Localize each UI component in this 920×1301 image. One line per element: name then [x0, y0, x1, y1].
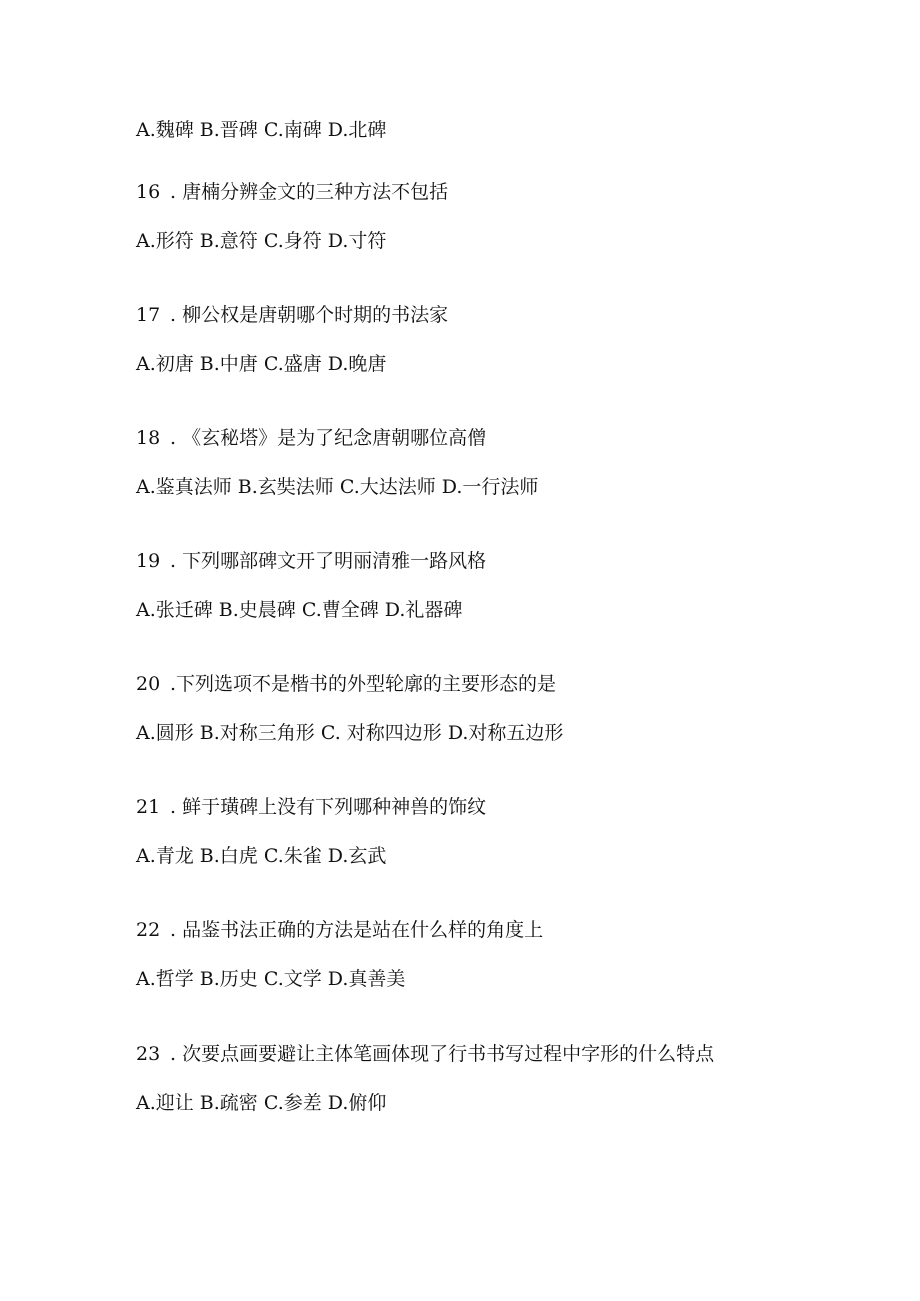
options-line-18: A.鉴真法师 B.玄奘法师 C.大达法师 D.一行法师: [136, 476, 539, 498]
question-number: 16: [136, 181, 161, 203]
question-text: .下列选项不是楷书的外型轮廓的主要形态的是: [170, 673, 557, 695]
question-text: . 品鉴书法正确的方法是站在什么样的角度上: [170, 919, 544, 941]
options-line-16: A.形符 B.意符 C.身符 D.寸符: [136, 230, 387, 252]
question-19: [136, 549, 486, 573]
question-23: [136, 1042, 714, 1066]
question-text: . 下列哪部碑文开了明丽清雅一路风格: [170, 550, 487, 572]
question-17: [136, 303, 448, 327]
question-number: 23: [136, 1043, 161, 1065]
question-20: [136, 672, 556, 696]
question-text: . 《玄秘塔》是为了纪念唐朝哪位高僧: [170, 427, 487, 449]
options-line-21: A.青龙 B.白虎 C.朱雀 D.玄武: [136, 845, 387, 867]
question-text: . 次要点画要避让主体笔画体现了行书书写过程中字形的什么特点: [170, 1043, 715, 1065]
options-line-20: A.圆形 B.对称三角形 C. 对称四边形 D.对称五边形: [136, 722, 564, 744]
question-number: 22: [136, 919, 161, 941]
question-22: [136, 918, 543, 942]
question-number: 18: [136, 427, 161, 449]
question-16: [136, 180, 448, 204]
question-number: 17: [136, 304, 161, 326]
question-number: 21: [136, 796, 161, 818]
options-line-15: A.魏碑 B.晋碑 C.南碑 D.北碑: [136, 119, 387, 141]
question-number: 20: [136, 673, 161, 695]
options-line-19: A.张迁碑 B.史晨碑 C.曹全碑 D.礼器碑: [136, 599, 463, 621]
options-line-17: A.初唐 B.中唐 C.盛唐 D.晚唐: [136, 353, 387, 375]
question-text: . 鲜于璜碑上没有下列哪种神兽的饰纹: [170, 796, 487, 818]
options-line-22: A.哲学 B.历史 C.文学 D.真善美: [136, 968, 406, 990]
question-text: . 柳公权是唐朝哪个时期的书法家: [170, 304, 449, 326]
question-18: [136, 426, 486, 450]
options-line-23: A.迎让 B.疏密 C.参差 D.俯仰: [136, 1092, 387, 1114]
question-21: [136, 795, 486, 819]
question-number: 19: [136, 550, 161, 572]
question-text: . 唐楠分辨金文的三种方法不包括: [170, 181, 449, 203]
